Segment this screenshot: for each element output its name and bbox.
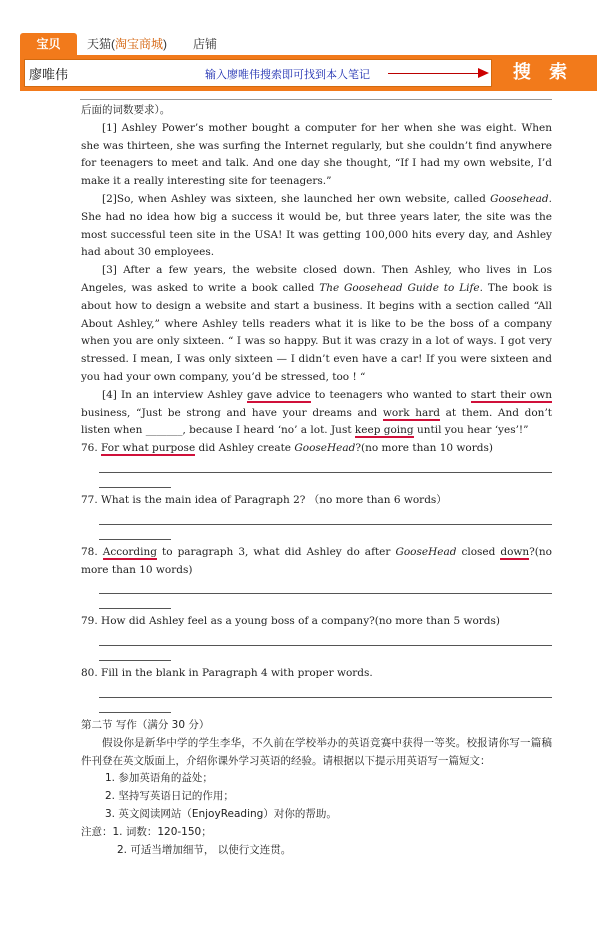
search-header (20, 33, 597, 93)
p4-text-2: to teenagers who wanted to (310, 388, 471, 401)
note-1: 注意：1. 词数：120-150； (81, 825, 212, 838)
tab-shop[interactable]: 店铺 (193, 37, 218, 51)
p3-text-b: . The book is about how to design a website and start a business. It begins with a section called “All About Ashley,” where Ashley tells readers what it is like to be the boss of a company when you are only sixteen. “ I was so happy. But it was crazy in a lot of ways. I got very stressed. I mean, I was only sixteen — I didn’t even have a car! If you were sixteen and you had your own company, you’d be stressed, too ! “ (81, 281, 553, 383)
question-77: 77. What is the main idea of Paragraph 2? （no more than 6 words） (81, 493, 447, 506)
q76-num: 76. (81, 442, 102, 455)
p3-book-title: The Goosehead Guide to Life (319, 281, 480, 294)
question-76 (81, 440, 552, 458)
note-2: 2. 可适当增加细节， 以使行文连贯。 (117, 843, 292, 856)
intro-tail: 后面的词数要求）。 (81, 104, 171, 116)
arrow-right-icon (478, 68, 489, 78)
q78-text-b: to paragraph 3, what did Ashley do after (156, 545, 396, 558)
search-frame (20, 55, 597, 91)
paragraph-1: [1] Ashley Power’s mother bought a computer for her when she was eight. When she was thirteen, she was surfing the Internet regularly, but she couldn’t find anywhere for teenagers to meet and talk. And one day she thought, “If I had my own website, I’d make it a really interesting site for teenagers.” (81, 121, 552, 188)
paragraph-2 (81, 191, 552, 262)
p2-title: Goosehead (490, 192, 549, 205)
tab-tmall-suffix: ) (163, 37, 168, 51)
tab-tmall-prefix: 天猫( (87, 37, 115, 51)
tab-item[interactable]: 宝贝 (20, 33, 77, 55)
paragraph-4 (81, 387, 552, 440)
q78-text-c: closed (456, 545, 501, 558)
answer-line[interactable] (99, 683, 552, 698)
paragraph-3 (81, 262, 552, 387)
search-tabs (20, 33, 597, 55)
question-79: 79. How did Ashley feel as a young boss of a company?(no more than 5 words) (81, 615, 501, 628)
p2-text-b: . She had no idea how big a success it would be, but three years later, the site was the most successful teen site in the USA! It was getting 100,000 hits every day, and Ashley had about 30 employees. (81, 192, 552, 259)
q78-em: GooseHead (395, 545, 457, 558)
p4-text-3: business, “Just be strong and have your dreams and (81, 406, 383, 419)
section-2-body: 假设你是新华中学的学生李华，不久前在学校举办的英语竞赛中获得一等奖。校报请你写一篇稿件刊登在英文版面上，介绍你课外学习英语的经验。请根据以下提示用英语写一篇短文： (81, 736, 552, 767)
answer-line[interactable] (99, 510, 552, 525)
answer-line-short[interactable] (99, 529, 171, 540)
tab-tmall[interactable] (87, 33, 167, 55)
question-80: 80. Fill in the blank in Paragraph 4 with proper words. (81, 667, 373, 680)
q76-text-b: did Ashley create (195, 442, 295, 455)
p4-text-4: at them. And don’t listen when _______, because I heard ‘no’ a lot. Just (81, 406, 553, 437)
answer-line[interactable] (99, 631, 552, 646)
p3-text-a: [3] After a few years, the website closed down. Then Ashley, who lives in Los Angeles, was asked to write a book called (81, 264, 552, 294)
answer-line-short[interactable] (99, 650, 171, 661)
list-item-2: 2. 坚持写英语日记的作用； (105, 790, 234, 803)
q78-underline-2: down (500, 545, 530, 558)
q76-underline: For what purpose (101, 442, 196, 455)
answer-line-short[interactable] (99, 477, 171, 488)
q78-text-d: ?(no more than 10 words) (81, 545, 552, 576)
question-78 (81, 544, 552, 580)
search-value: 廖唯伟 (29, 67, 69, 82)
list-item-1: 1. 参加英语角的益处； (105, 772, 213, 785)
list-item-3: 3. 英文阅读网站（EnjoyReading）对你的帮助。 (105, 807, 337, 820)
tab-tmall-highlight: 淘宝商城 (115, 37, 164, 51)
answer-line-short[interactable] (99, 598, 171, 609)
search-input[interactable] (24, 59, 492, 87)
p4-text-1: [4] In an interview Ashley (102, 388, 247, 401)
p2-text-a: [2]So, when Ashley was sixteen, she launched her own website, called (102, 192, 491, 205)
search-hint: 输入廖唯伟搜索即可找到本人笔记 (205, 69, 370, 81)
answer-line[interactable] (99, 458, 552, 473)
p4-underline-2: start their own (470, 388, 553, 401)
arrow-icon-line (388, 73, 480, 74)
document-body (81, 102, 552, 859)
answer-line[interactable] (99, 579, 552, 594)
divider (80, 99, 552, 100)
section-2-title: 第二节 写作（满分 30 分） (81, 718, 210, 731)
q78-num: 78. (81, 545, 103, 558)
p4-underline-1: gave advice (246, 388, 311, 401)
search-button[interactable]: 搜 索 (512, 62, 574, 83)
q76-text-c: ?(no more than 10 words) (355, 442, 493, 455)
q78-underline-1: According (102, 545, 157, 558)
q76-em: GooseHead (294, 442, 356, 455)
p4-text-5: until you hear ‘yes’!” (413, 424, 529, 437)
p4-underline-3: work hard (382, 406, 441, 419)
p4-underline-4: keep going (354, 424, 414, 437)
answer-line-short[interactable] (99, 702, 171, 713)
